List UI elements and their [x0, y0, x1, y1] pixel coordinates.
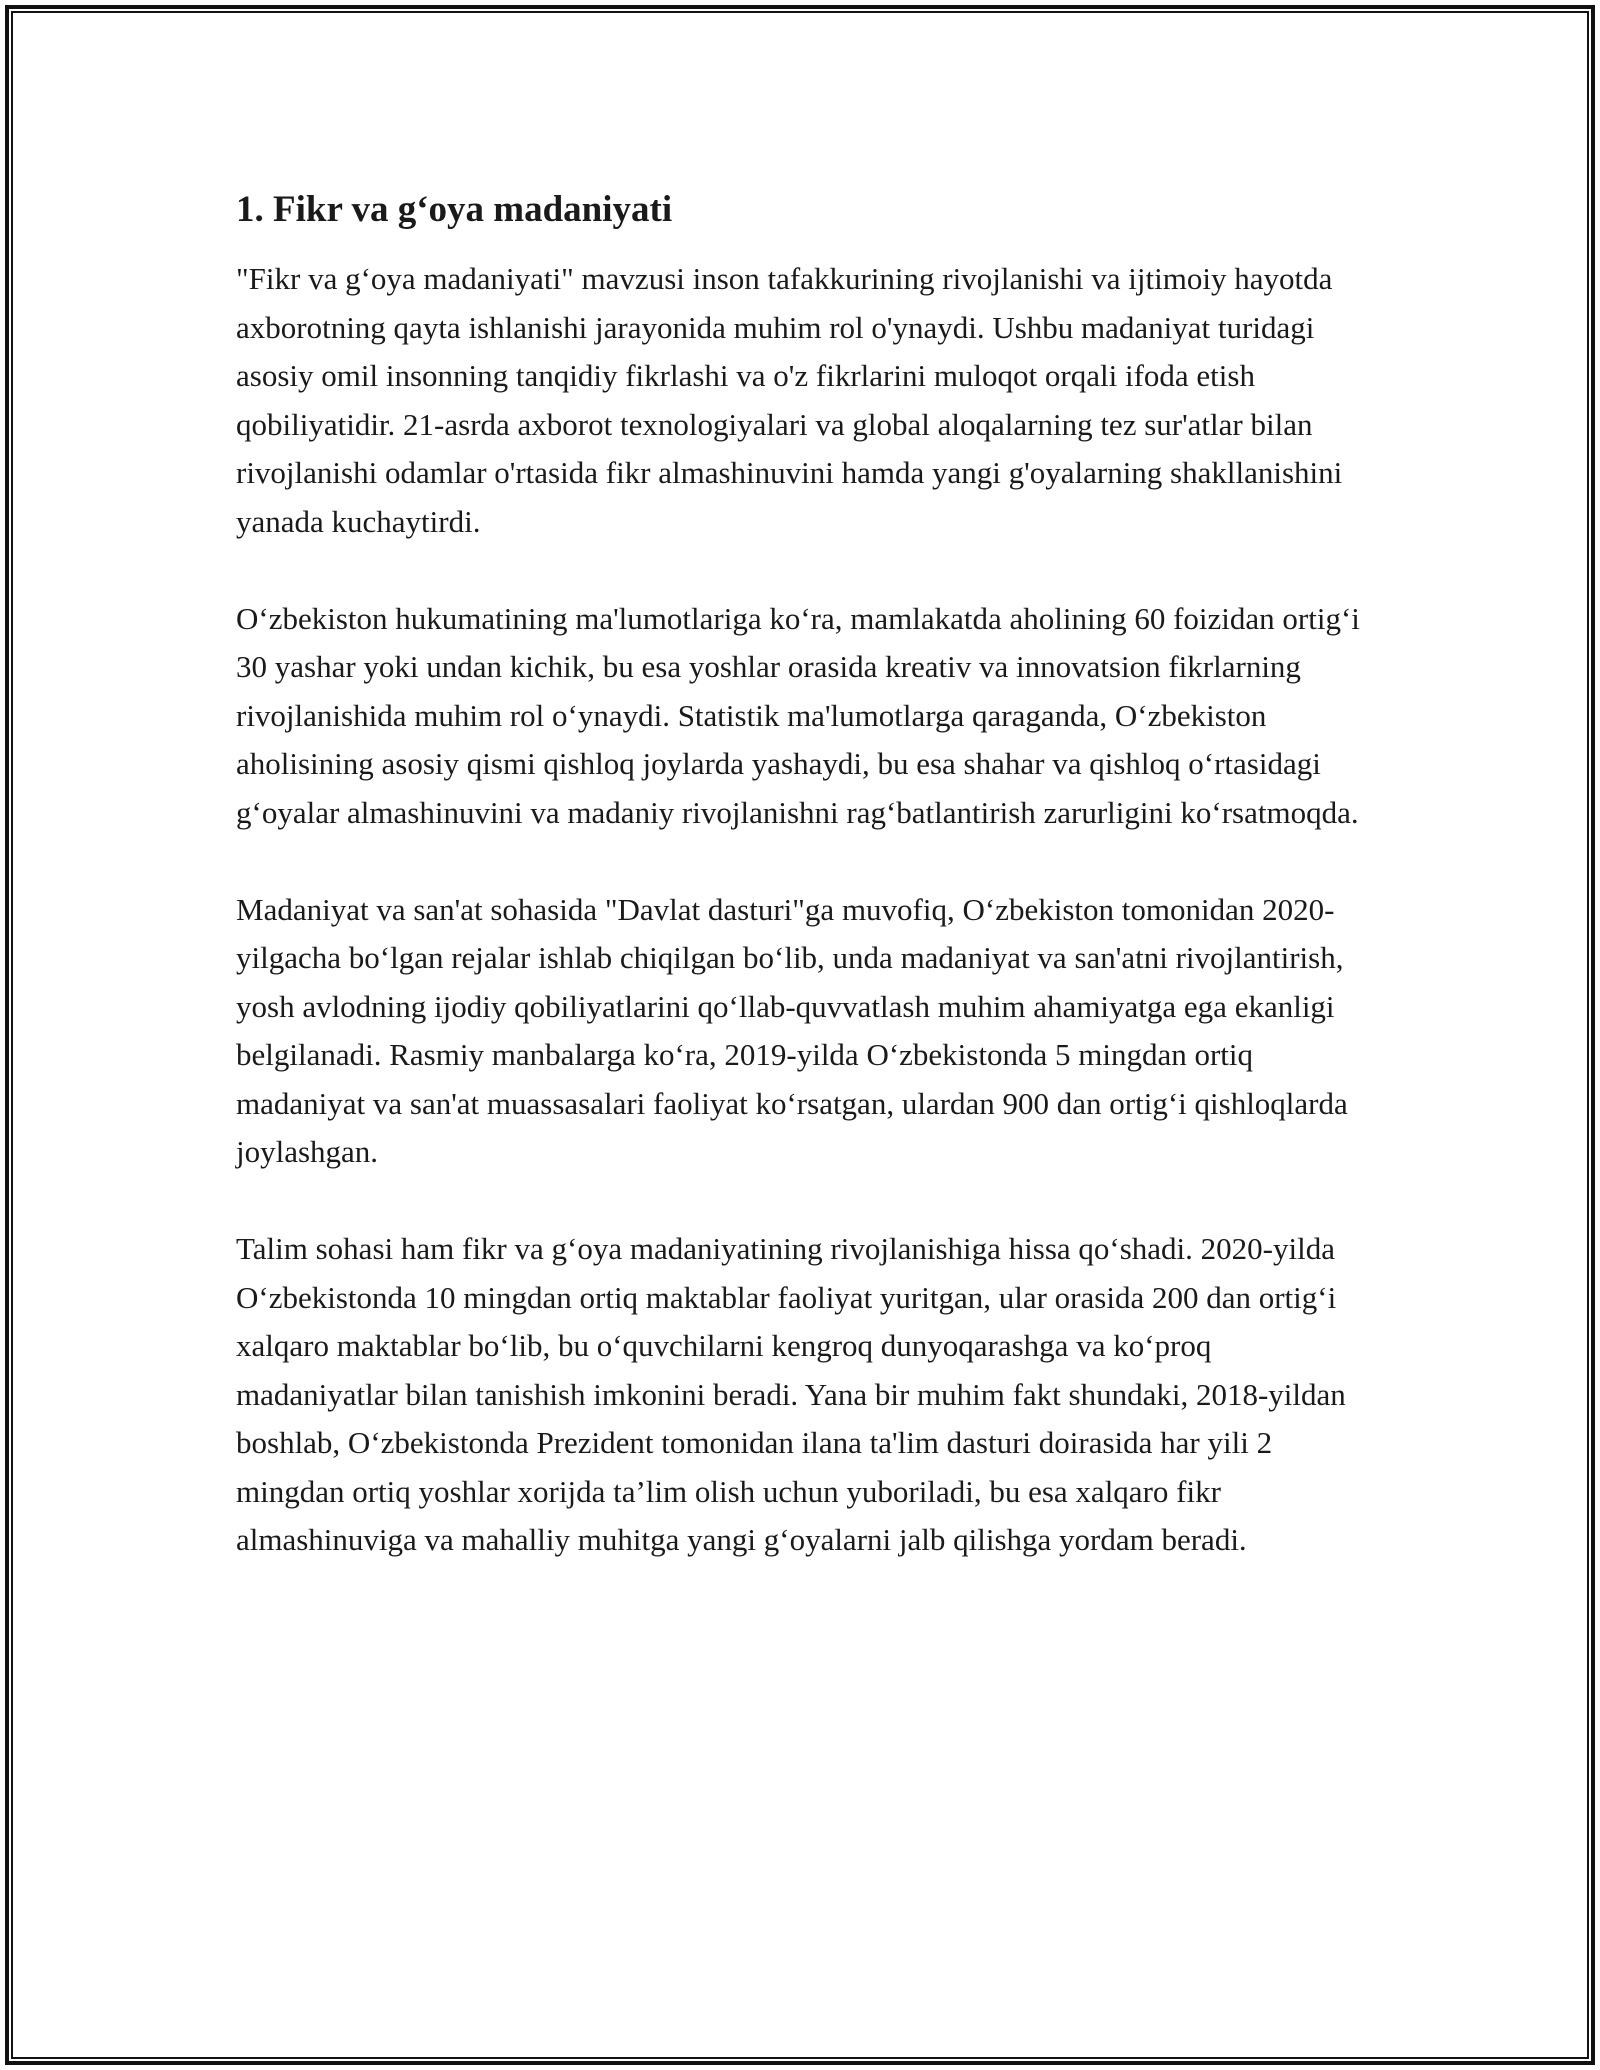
paragraph-1: "Fikr va g‘oya madaniyati" mavzusi inson tafakkurining rivojlanishi va ijtimoiy hayotda axborotning qayta ishlanishi jarayonida muhim rol o'ynaydi. Ushbu madaniyat turidagi asosiy omil insonning tanqidiy fikrlashi va o'z fikrlarini muloqot orqali ifoda etish qobiliyatidir. 21-asrda axborot texnologiyalari va global aloqalarning tez sur'atlar bilan rivojlanishi odamlar o'rtasida fikr almashinuvini hamda yangi g'oyalarning shakllanishini yanada kuchaytirdi. [236, 261, 1343, 539]
paragraph-2: O‘zbekiston hukumatining ma'lumotlariga ko‘ra, mamlakatda aholining 60 foizidan ortig‘i 30 yashar yoki undan kichik, bu esa yoshlar orasida kreativ va innovatsion fikrlarning rivojlanishida muhim rol o‘ynaydi. Statistik ma'lumotlarga qaraganda, O‘zbekiston aholisining asosiy qismi qishloq joylarda yashaydi, bu esa shahar va qishloq o‘rtasidagi g‘oyalar almashinuvini va madaniy rivojlanishni rag‘batlantirish zarurligini ko‘rsatmoqda. [236, 600, 1360, 830]
paragraph-3: Madaniyat va san'at sohasida "Davlat dasturi"ga muvofiq, O‘zbekiston tomonidan 2020-yilgacha bo‘lgan rejalar ishlab chiqilgan bo‘lib, unda madaniyat va san'atni rivojlantirish, yosh avlodning ijodiy qobiliyatlarini qo‘llab-quvvatlash muhim ahamiyatga ega ekanligi belgilanadi. Rasmiy manbalarga ko‘ra, 2019-yilda O‘zbekistonda 5 mingdan ortiq madaniyat va san'at muassasalari faoliyat ko‘rsatgan, ulardan 900 dan ortig‘i qishloqlarda joylashgan. [236, 891, 1348, 1169]
section-heading: 1. Fikr va g‘oya madaniyati [236, 189, 673, 230]
paragraph-4: Talim sohasi ham fikr va g‘oya madaniyatining rivojlanishiga hissa qo‘shadi. 2020-yilda O‘zbekistonda 10 mingdan ortiq maktablar faoliyat yuritgan, ular orasida 200 dan ortig‘i xalqaro maktablar bo‘lib, bu o‘quvchilarni kengroq dunyoqarashga va ko‘proq madaniyatlar bilan tanishish imkonini beradi. Yana bir muhim fakt shundaki, 2018-yildan boshlab, O‘zbekistonda Prezident tomonidan ilana ta'lim dasturi doirasida har yili 2 mingdan ortiq yoshlar xorijda ta’lim olish uchun yuboriladi, bu esa xalqaro fikr almashinuviga va mahalliy muhitga yangi g‘oyalarni jalb qilishga yordam beradi. [236, 1231, 1346, 1557]
document-body [236, 185, 1366, 1613]
